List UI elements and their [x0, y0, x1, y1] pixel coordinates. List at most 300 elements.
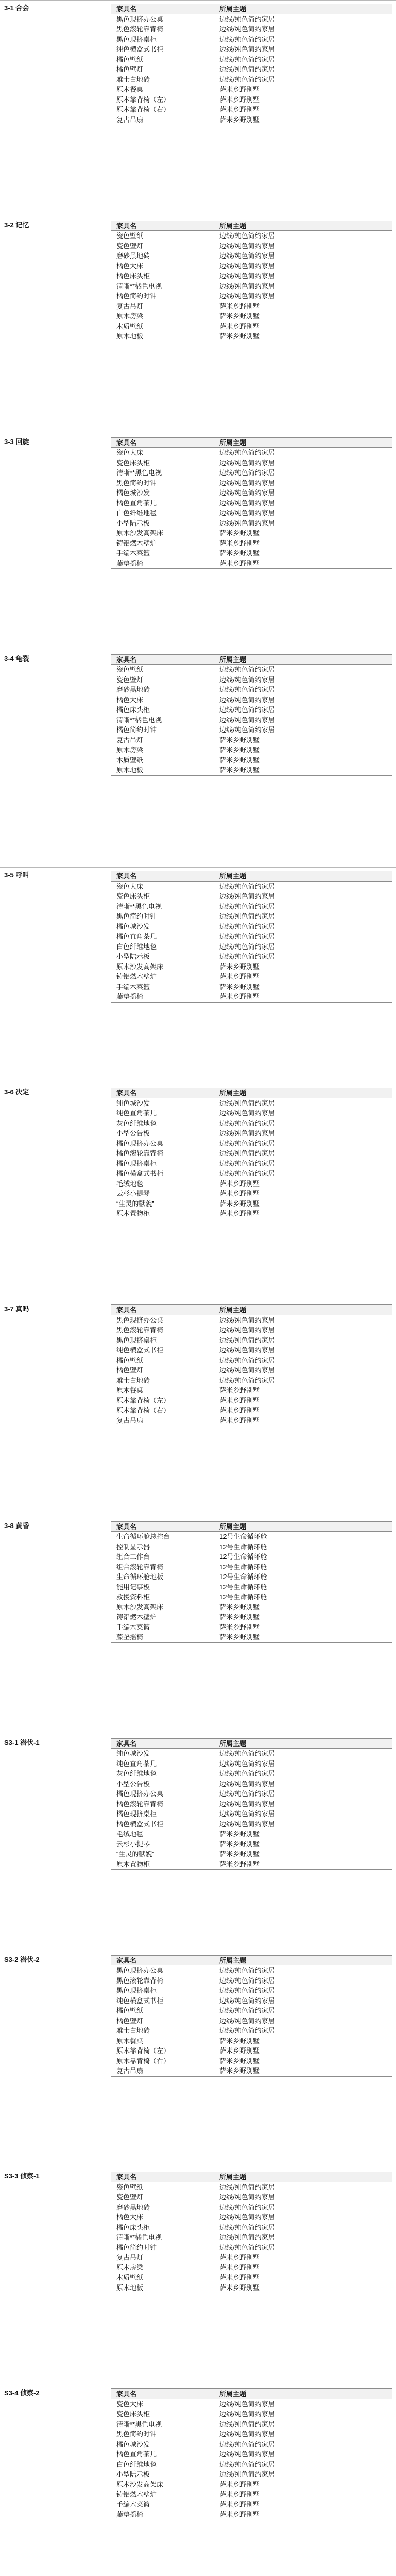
theme-cell: 边线/纯色简约家居: [219, 902, 275, 910]
theme-cell: 萨米乡野别墅: [219, 95, 260, 104]
furniture-name-cell: 橘色大床: [111, 261, 214, 272]
theme-cell: 边线/纯色简约家居: [219, 1987, 275, 1995]
table-row: [111, 1965, 392, 1976]
furniture-name-cell: 瓷色壁纸: [111, 2182, 214, 2193]
table-row: [111, 1986, 392, 1996]
table-row: [111, 95, 392, 105]
table-row: [111, 1829, 392, 1839]
theme-cell: 边线/纯色简约家居: [219, 1820, 275, 1828]
section-title: S3-3 侦察-1: [4, 2172, 40, 2180]
level-section: [0, 1952, 396, 2168]
level-section: [0, 2168, 396, 2385]
theme-cell: 萨米乡野别墅: [219, 1850, 260, 1858]
furniture-name-cell: 雅士白地砖: [111, 2026, 214, 2036]
furniture-name-cell: 纯色直角茶几: [111, 1759, 214, 1769]
column-header-theme: 所属主题: [219, 2390, 247, 2398]
theme-cell: 边线/纯色简约家居: [219, 509, 275, 517]
table-row: [111, 1405, 392, 1416]
theme-cell: 边线/纯色简约家居: [219, 1356, 275, 1364]
furniture-name-cell: 橘色壁纸: [111, 1355, 214, 1366]
furniture-name-cell: 橘色城沙发: [111, 922, 214, 932]
furniture-name-cell: 橘色简约时钟: [111, 725, 214, 735]
table-row: [111, 251, 392, 261]
theme-cell: 12号生命循环舱: [219, 1543, 267, 1551]
furniture-name-cell: 木质壁纸: [111, 755, 214, 766]
furniture-name-cell: 原木餐桌: [111, 84, 214, 95]
theme-cell: 边线/纯色简约家居: [219, 1139, 275, 1147]
theme-cell: 萨米乡野别墅: [219, 86, 260, 93]
theme-cell: 边线/纯色简约家居: [219, 2007, 275, 2015]
table-row: [111, 2429, 392, 2439]
table-row: [111, 75, 392, 85]
theme-cell: 边线/纯色简约家居: [219, 2203, 275, 2211]
furniture-name-cell: 橘色床头柜: [111, 705, 214, 715]
furniture-name-cell: 黑色现挤桌柜: [111, 1335, 214, 1346]
theme-cell: 边线/纯色简约家居: [219, 489, 275, 497]
theme-cell: 萨米乡野别墅: [219, 1830, 260, 1838]
table-row: [111, 2500, 392, 2510]
theme-cell: 边线/纯色简约家居: [219, 1109, 275, 1117]
theme-cell: 12号生命循环舱: [219, 1533, 267, 1541]
theme-cell: 萨米乡野别墅: [219, 549, 260, 557]
section-title: 3-2 记忆: [4, 221, 29, 229]
theme-cell: 萨米乡野别墅: [219, 1210, 260, 1218]
table-row: [111, 1789, 392, 1799]
table-row: [111, 44, 392, 55]
furniture-name-cell: 木质壁纸: [111, 2273, 214, 2283]
theme-cell: 边线/纯色简约家居: [219, 666, 275, 674]
furniture-name-cell: 组合工作台: [111, 1552, 214, 1562]
furniture-name-cell: 小型陆示板: [111, 952, 214, 962]
furniture-table: [111, 1738, 392, 1870]
furniture-name-cell: 原木餐桌: [111, 1385, 214, 1396]
furniture-name-cell: 清晰**黑色电视: [111, 902, 214, 912]
theme-cell: 边线/纯色简约家居: [219, 2183, 275, 2191]
theme-cell: 边线/纯色简约家居: [219, 1099, 275, 1107]
theme-cell: 边线/纯色简约家居: [219, 686, 275, 694]
furniture-name-cell: 橘色壁灯: [111, 1365, 214, 1376]
furniture-name-cell: 复古吊灯: [111, 735, 214, 745]
furniture-name-cell: 铸铝燃木壁炉: [111, 1612, 214, 1622]
section-title: 3-3 回旋: [4, 437, 29, 446]
theme-cell: 边线/纯色简约家居: [219, 2400, 275, 2408]
table-row: [111, 942, 392, 952]
table-header-row: [111, 1956, 392, 1966]
furniture-name-cell: 橘色壁灯: [111, 2016, 214, 2026]
table-row: [111, 2212, 392, 2223]
table-row: [111, 735, 392, 745]
furniture-name-cell: 橘色滚轮靠背椅: [111, 1799, 214, 1809]
level-section: [0, 1301, 396, 1518]
furniture-name-cell: 手编木菜篮: [111, 548, 214, 558]
furniture-name-cell: 复古吊扇: [111, 115, 214, 125]
furniture-name-cell: 橘色大床: [111, 2212, 214, 2223]
table-row: [111, 1562, 392, 1572]
column-header-theme: 所属主题: [219, 1739, 247, 1748]
table-row: [111, 2016, 392, 2026]
furniture-name-cell: 橘色城沙发: [111, 488, 214, 498]
table-row: [111, 458, 392, 468]
theme-cell: 边线/纯色简约家居: [219, 696, 275, 704]
table-row: [111, 1819, 392, 1829]
theme-cell: 边线/纯色简约家居: [219, 675, 275, 684]
furniture-name-cell: 瓷色壁纸: [111, 231, 214, 241]
table-row: [111, 2036, 392, 2046]
column-header-furniture-name: 家具名: [111, 1522, 214, 1532]
furniture-name-cell: 橘色现挤桌柜: [111, 1159, 214, 1169]
furniture-name-cell: 黑色现挤办公桌: [111, 14, 214, 25]
table-row: [111, 1098, 392, 1109]
table-row: [111, 2283, 392, 2293]
table-row: [111, 2243, 392, 2253]
table-row: [111, 745, 392, 755]
furniture-name-cell: 黑色简约时钟: [111, 2429, 214, 2439]
furniture-name-cell: 灰色纤维地毯: [111, 1769, 214, 1779]
furniture-name-cell: 毛绒地毯: [111, 1179, 214, 1189]
furniture-name-cell: 生命循环舱总控台: [111, 1532, 214, 1542]
table-row: [111, 2439, 392, 2450]
theme-cell: 边线/纯色简约家居: [219, 1810, 275, 1818]
theme-cell: 12号生命循环舱: [219, 1563, 267, 1571]
furniture-name-cell: 黑色现挤办公桌: [111, 1965, 214, 1976]
furniture-name-cell: 原木沙发高架床: [111, 2480, 214, 2490]
furniture-name-cell: 橘色简约时钟: [111, 2243, 214, 2253]
section-title: 3-5 呼叫: [4, 871, 29, 879]
theme-cell: 边线/纯色简约家居: [219, 892, 275, 901]
furniture-name-cell: 橘色大床: [111, 695, 214, 705]
furniture-name-cell: 纯色横盒式书柜: [111, 44, 214, 55]
theme-cell: 边线/纯色简约家居: [219, 1366, 275, 1375]
theme-cell: 边线/纯色简约家居: [219, 519, 275, 527]
column-header-furniture-name: 家具名: [111, 1739, 214, 1749]
furniture-name-cell: 灰色纤维地毯: [111, 1118, 214, 1129]
furniture-name-cell: 清晰**黑色电视: [111, 468, 214, 478]
theme-cell: 萨米乡野别墅: [219, 2500, 260, 2509]
theme-cell: 边线/纯色简约家居: [219, 2410, 275, 2418]
table-header-row: [111, 871, 392, 882]
furniture-name-cell: 橘色现挤办公桌: [111, 1139, 214, 1149]
theme-cell: 萨米乡野别墅: [219, 2490, 260, 2499]
theme-cell: 萨米乡野别墅: [219, 1386, 260, 1395]
furniture-table: [111, 871, 392, 1003]
column-header-theme: 所属主题: [219, 1306, 247, 1314]
column-header-furniture-name: 家具名: [111, 1088, 214, 1098]
furniture-name-cell: 橘色床头柜: [111, 271, 214, 281]
furniture-name-cell: 纯色横盒式书柜: [111, 1996, 214, 2006]
furniture-name-cell: 瓷色壁灯: [111, 2192, 214, 2202]
column-header-furniture-name: 家具名: [111, 1956, 214, 1965]
theme-cell: 边线/纯色简约家居: [219, 232, 275, 240]
furniture-name-cell: 白色纤维地毯: [111, 2460, 214, 2470]
column-header-theme: 所属主题: [219, 438, 247, 447]
theme-cell: 萨米乡野别墅: [219, 1613, 260, 1621]
theme-cell: 边线/纯色简约家居: [219, 449, 275, 457]
theme-cell: 12号生命循环舱: [219, 1583, 267, 1591]
table-row: [111, 1632, 392, 1642]
furniture-table: [111, 221, 392, 342]
furniture-name-cell: 白色纤维地毯: [111, 942, 214, 952]
table-row: [111, 2489, 392, 2500]
table-row: [111, 2460, 392, 2470]
furniture-name-cell: 黑色现挤桌柜: [111, 1986, 214, 1996]
theme-cell: 边线/纯色简约家居: [219, 1800, 275, 1808]
theme-cell: 边线/纯色简约家居: [219, 242, 275, 250]
table-row: [111, 1128, 392, 1139]
furniture-name-cell: 铸铝燃木壁炉: [111, 972, 214, 982]
table-row: [111, 24, 392, 35]
furniture-name-cell: 藤垫摇椅: [111, 558, 214, 569]
furniture-name-cell: 原木靠背椅（左）: [111, 95, 214, 105]
theme-cell: 边线/纯色简约家居: [219, 1967, 275, 1975]
furniture-name-cell: 黑色简约时钟: [111, 911, 214, 922]
table-row: [111, 1325, 392, 1335]
table-row: [111, 891, 392, 902]
column-header-theme: 所属主题: [219, 222, 247, 230]
theme-cell: 萨米乡野别墅: [219, 2480, 260, 2488]
table-row: [111, 498, 392, 509]
theme-cell: 萨米乡野别墅: [219, 2283, 260, 2292]
furniture-name-cell: 藤垫摇椅: [111, 2510, 214, 2520]
furniture-name-cell: 复古吊灯: [111, 2252, 214, 2263]
furniture-name-cell: 瓷色壁灯: [111, 675, 214, 685]
table-row: [111, 558, 392, 569]
table-row: [111, 1602, 392, 1613]
theme-cell: 边线/纯色简约家居: [219, 252, 275, 260]
theme-cell: 边线/纯色简约家居: [219, 262, 275, 270]
furniture-name-cell: 木质壁纸: [111, 321, 214, 332]
theme-cell: 边线/纯色简约家居: [219, 282, 275, 290]
furniture-name-cell: 瓷色大床: [111, 882, 214, 892]
theme-cell: 边线/纯色简约家居: [219, 1750, 275, 1758]
theme-cell: 边线/纯色简约家居: [219, 726, 275, 734]
section-title: S3-2 潜伏-2: [4, 1955, 40, 1963]
furniture-name-cell: 小型陆示板: [111, 518, 214, 529]
furniture-name-cell: 原木地板: [111, 2283, 214, 2293]
table-row: [111, 105, 392, 115]
theme-cell: 萨米乡野别墅: [219, 2047, 260, 2055]
furniture-name-cell: 橘色壁纸: [111, 55, 214, 65]
theme-cell: 边线/纯色简约家居: [219, 459, 275, 467]
table-row: [111, 2182, 392, 2193]
furniture-name-cell: 瓷色床头柜: [111, 458, 214, 468]
table-row: [111, 321, 392, 332]
furniture-name-cell: 黑色现挤办公桌: [111, 1315, 214, 1326]
column-header-theme: 所属主题: [219, 1522, 247, 1531]
furniture-name-cell: “生灵的獸貌”: [111, 1199, 214, 1209]
section-title: 3-7 真吗: [4, 1305, 29, 1313]
theme-cell: 边线/纯色简约家居: [219, 1759, 275, 1768]
table-row: [111, 972, 392, 982]
furniture-name-cell: 能用记事板: [111, 1582, 214, 1592]
table-row: [111, 1168, 392, 1179]
furniture-name-cell: 生命循环舱地板: [111, 1572, 214, 1582]
table-row: [111, 1335, 392, 1346]
level-section: [0, 2385, 396, 2576]
furniture-name-cell: 雅士白地砖: [111, 75, 214, 85]
theme-cell: 萨米乡野别墅: [219, 2037, 260, 2045]
theme-cell: 边线/纯色简约家居: [219, 716, 275, 724]
table-row: [111, 468, 392, 478]
furniture-name-cell: 瓷色大床: [111, 448, 214, 458]
furniture-name-cell: 原木置物柜: [111, 1859, 214, 1870]
table-header-row: [111, 1088, 392, 1098]
furniture-name-cell: 雅士白地砖: [111, 1376, 214, 1386]
level-section: [0, 434, 396, 651]
table-row: [111, 1769, 392, 1779]
theme-cell: 边线/纯色简约家居: [219, 1170, 275, 1178]
table-row: [111, 2252, 392, 2263]
table-row: [111, 115, 392, 125]
table-row: [111, 1355, 392, 1366]
column-header-furniture-name: 家具名: [111, 1305, 214, 1315]
table-row: [111, 1612, 392, 1622]
theme-cell: 边线/纯色简约家居: [219, 55, 275, 63]
furniture-name-cell: 复古吊扇: [111, 2066, 214, 2076]
furniture-name-cell: 黑色滚轮靠背椅: [111, 1325, 214, 1335]
table-row: [111, 2409, 392, 2419]
table-row: [111, 488, 392, 498]
table-row: [111, 1976, 392, 1986]
furniture-name-cell: 瓷色床头柜: [111, 891, 214, 902]
furniture-name-cell: 原木沙发高架床: [111, 528, 214, 538]
theme-cell: 萨米乡野别墅: [219, 529, 260, 537]
table-row: [111, 962, 392, 972]
furniture-name-cell: 原木地板: [111, 331, 214, 342]
furniture-name-cell: 原木餐桌: [111, 2036, 214, 2046]
table-row: [111, 2006, 392, 2016]
table-row: [111, 1365, 392, 1376]
table-row: [111, 478, 392, 488]
theme-cell: 萨米乡野别墅: [219, 746, 260, 754]
table-row: [111, 1209, 392, 1219]
furniture-name-cell: 铸铝燃木壁炉: [111, 538, 214, 549]
theme-cell: 边线/纯色简约家居: [219, 1346, 275, 1354]
theme-cell: 萨米乡野别墅: [219, 115, 260, 124]
table-row: [111, 1118, 392, 1129]
furniture-name-cell: 橘色直角茶几: [111, 498, 214, 509]
table-header-row: [111, 1522, 392, 1532]
furniture-name-cell: 原木沙发高架床: [111, 962, 214, 972]
theme-cell: 边线/纯色简约家居: [219, 2016, 275, 2025]
furniture-name-cell: 瓷色壁灯: [111, 241, 214, 251]
table-row: [111, 311, 392, 321]
table-row: [111, 2419, 392, 2430]
theme-cell: 边线/纯色简约家居: [219, 25, 275, 33]
theme-cell: 边线/纯色简约家居: [219, 292, 275, 300]
table-row: [111, 1179, 392, 1189]
theme-cell: 萨米乡野别墅: [219, 1860, 260, 1868]
furniture-name-cell: 原木靠背椅（右）: [111, 2056, 214, 2066]
furniture-name-cell: 铸铝燃木壁炉: [111, 2489, 214, 2500]
column-header-theme: 所属主题: [219, 872, 247, 880]
theme-cell: 边线/纯色简约家居: [219, 912, 275, 921]
column-header-furniture-name: 家具名: [111, 655, 214, 665]
table-row: [111, 1572, 392, 1582]
furniture-name-cell: 原木房梁: [111, 311, 214, 321]
table-row: [111, 281, 392, 292]
furniture-name-cell: 橘色滚轮靠背椅: [111, 1148, 214, 1159]
theme-cell: 边线/纯色简约家居: [219, 272, 275, 280]
table-row: [111, 331, 392, 342]
furniture-table: [111, 654, 392, 776]
table-row: [111, 14, 392, 25]
section-title: 3-6 决定: [4, 1088, 29, 1096]
table-row: [111, 2449, 392, 2460]
theme-cell: 萨米乡野别墅: [219, 2263, 260, 2272]
table-row: [111, 685, 392, 695]
theme-cell: 边线/纯色简约家居: [219, 1976, 275, 1985]
column-header-furniture-name: 家具名: [111, 438, 214, 448]
theme-cell: 边线/纯色简约家居: [219, 2223, 275, 2231]
table-row: [111, 2056, 392, 2066]
table-row: [111, 715, 392, 725]
level-section: [0, 0, 396, 217]
furniture-name-cell: 清晰**橘色电视: [111, 715, 214, 725]
furniture-name-cell: 原木置物柜: [111, 1209, 214, 1219]
furniture-table: [111, 1088, 392, 1219]
table-row: [111, 2232, 392, 2243]
furniture-name-cell: 瓷色壁纸: [111, 665, 214, 675]
furniture-name-cell: 黑色简约时钟: [111, 478, 214, 488]
theme-cell: 边线/纯色简约家居: [219, 2243, 275, 2251]
section-title: 3-4 龟裂: [4, 654, 29, 663]
table-row: [111, 538, 392, 549]
theme-cell: 边线/纯色简约家居: [219, 65, 275, 73]
theme-cell: 萨米乡野别墅: [219, 1190, 260, 1198]
table-header-row: [111, 655, 392, 665]
furniture-name-cell: 小型陆示板: [111, 2469, 214, 2480]
furniture-name-cell: “生灵的獸貌”: [111, 1849, 214, 1859]
theme-cell: 边线/纯色简约家居: [219, 2440, 275, 2448]
furniture-name-cell: 藤垫摇椅: [111, 992, 214, 1002]
table-row: [111, 982, 392, 992]
table-row: [111, 2510, 392, 2520]
furniture-name-cell: 磨砂黑地砖: [111, 685, 214, 695]
theme-cell: 边线/纯色简约家居: [219, 2420, 275, 2428]
table-row: [111, 882, 392, 892]
theme-cell: 边线/纯色简约家居: [219, 1336, 275, 1344]
furniture-name-cell: 磨砂黑地砖: [111, 2202, 214, 2213]
theme-cell: 萨米乡野别墅: [219, 962, 260, 971]
theme-cell: 边线/纯色简约家居: [219, 953, 275, 961]
furniture-name-cell: 云杉小提琴: [111, 1839, 214, 1850]
table-row: [111, 2192, 392, 2202]
table-row: [111, 931, 392, 942]
table-row: [111, 2480, 392, 2490]
furniture-name-cell: 橘色床头柜: [111, 2223, 214, 2233]
table-row: [111, 2066, 392, 2076]
section-title: S3-1 潜伏-1: [4, 1738, 40, 1747]
theme-cell: 萨米乡野别墅: [219, 1396, 260, 1404]
furniture-name-cell: 手编木菜篮: [111, 982, 214, 992]
theme-cell: 边线/纯色简约家居: [219, 1326, 275, 1334]
table-row: [111, 1108, 392, 1118]
table-row: [111, 705, 392, 715]
theme-cell: 萨米乡野别墅: [219, 1623, 260, 1631]
table-row: [111, 1189, 392, 1199]
furniture-name-cell: 纯色城沙发: [111, 1098, 214, 1109]
table-row: [111, 271, 392, 281]
furniture-name-cell: 纯色城沙发: [111, 1749, 214, 1759]
column-header-furniture-name: 家具名: [111, 2172, 214, 2182]
theme-cell: 边线/纯色简约家居: [219, 1780, 275, 1788]
theme-cell: 萨米乡野别墅: [219, 1840, 260, 1848]
theme-cell: 萨米乡野别墅: [219, 1406, 260, 1415]
furniture-name-cell: 原木靠背椅（右）: [111, 1405, 214, 1416]
theme-cell: 萨米乡野别墅: [219, 302, 260, 310]
theme-cell: 萨米乡野别墅: [219, 2253, 260, 2262]
theme-cell: 萨米乡野别墅: [219, 973, 260, 981]
